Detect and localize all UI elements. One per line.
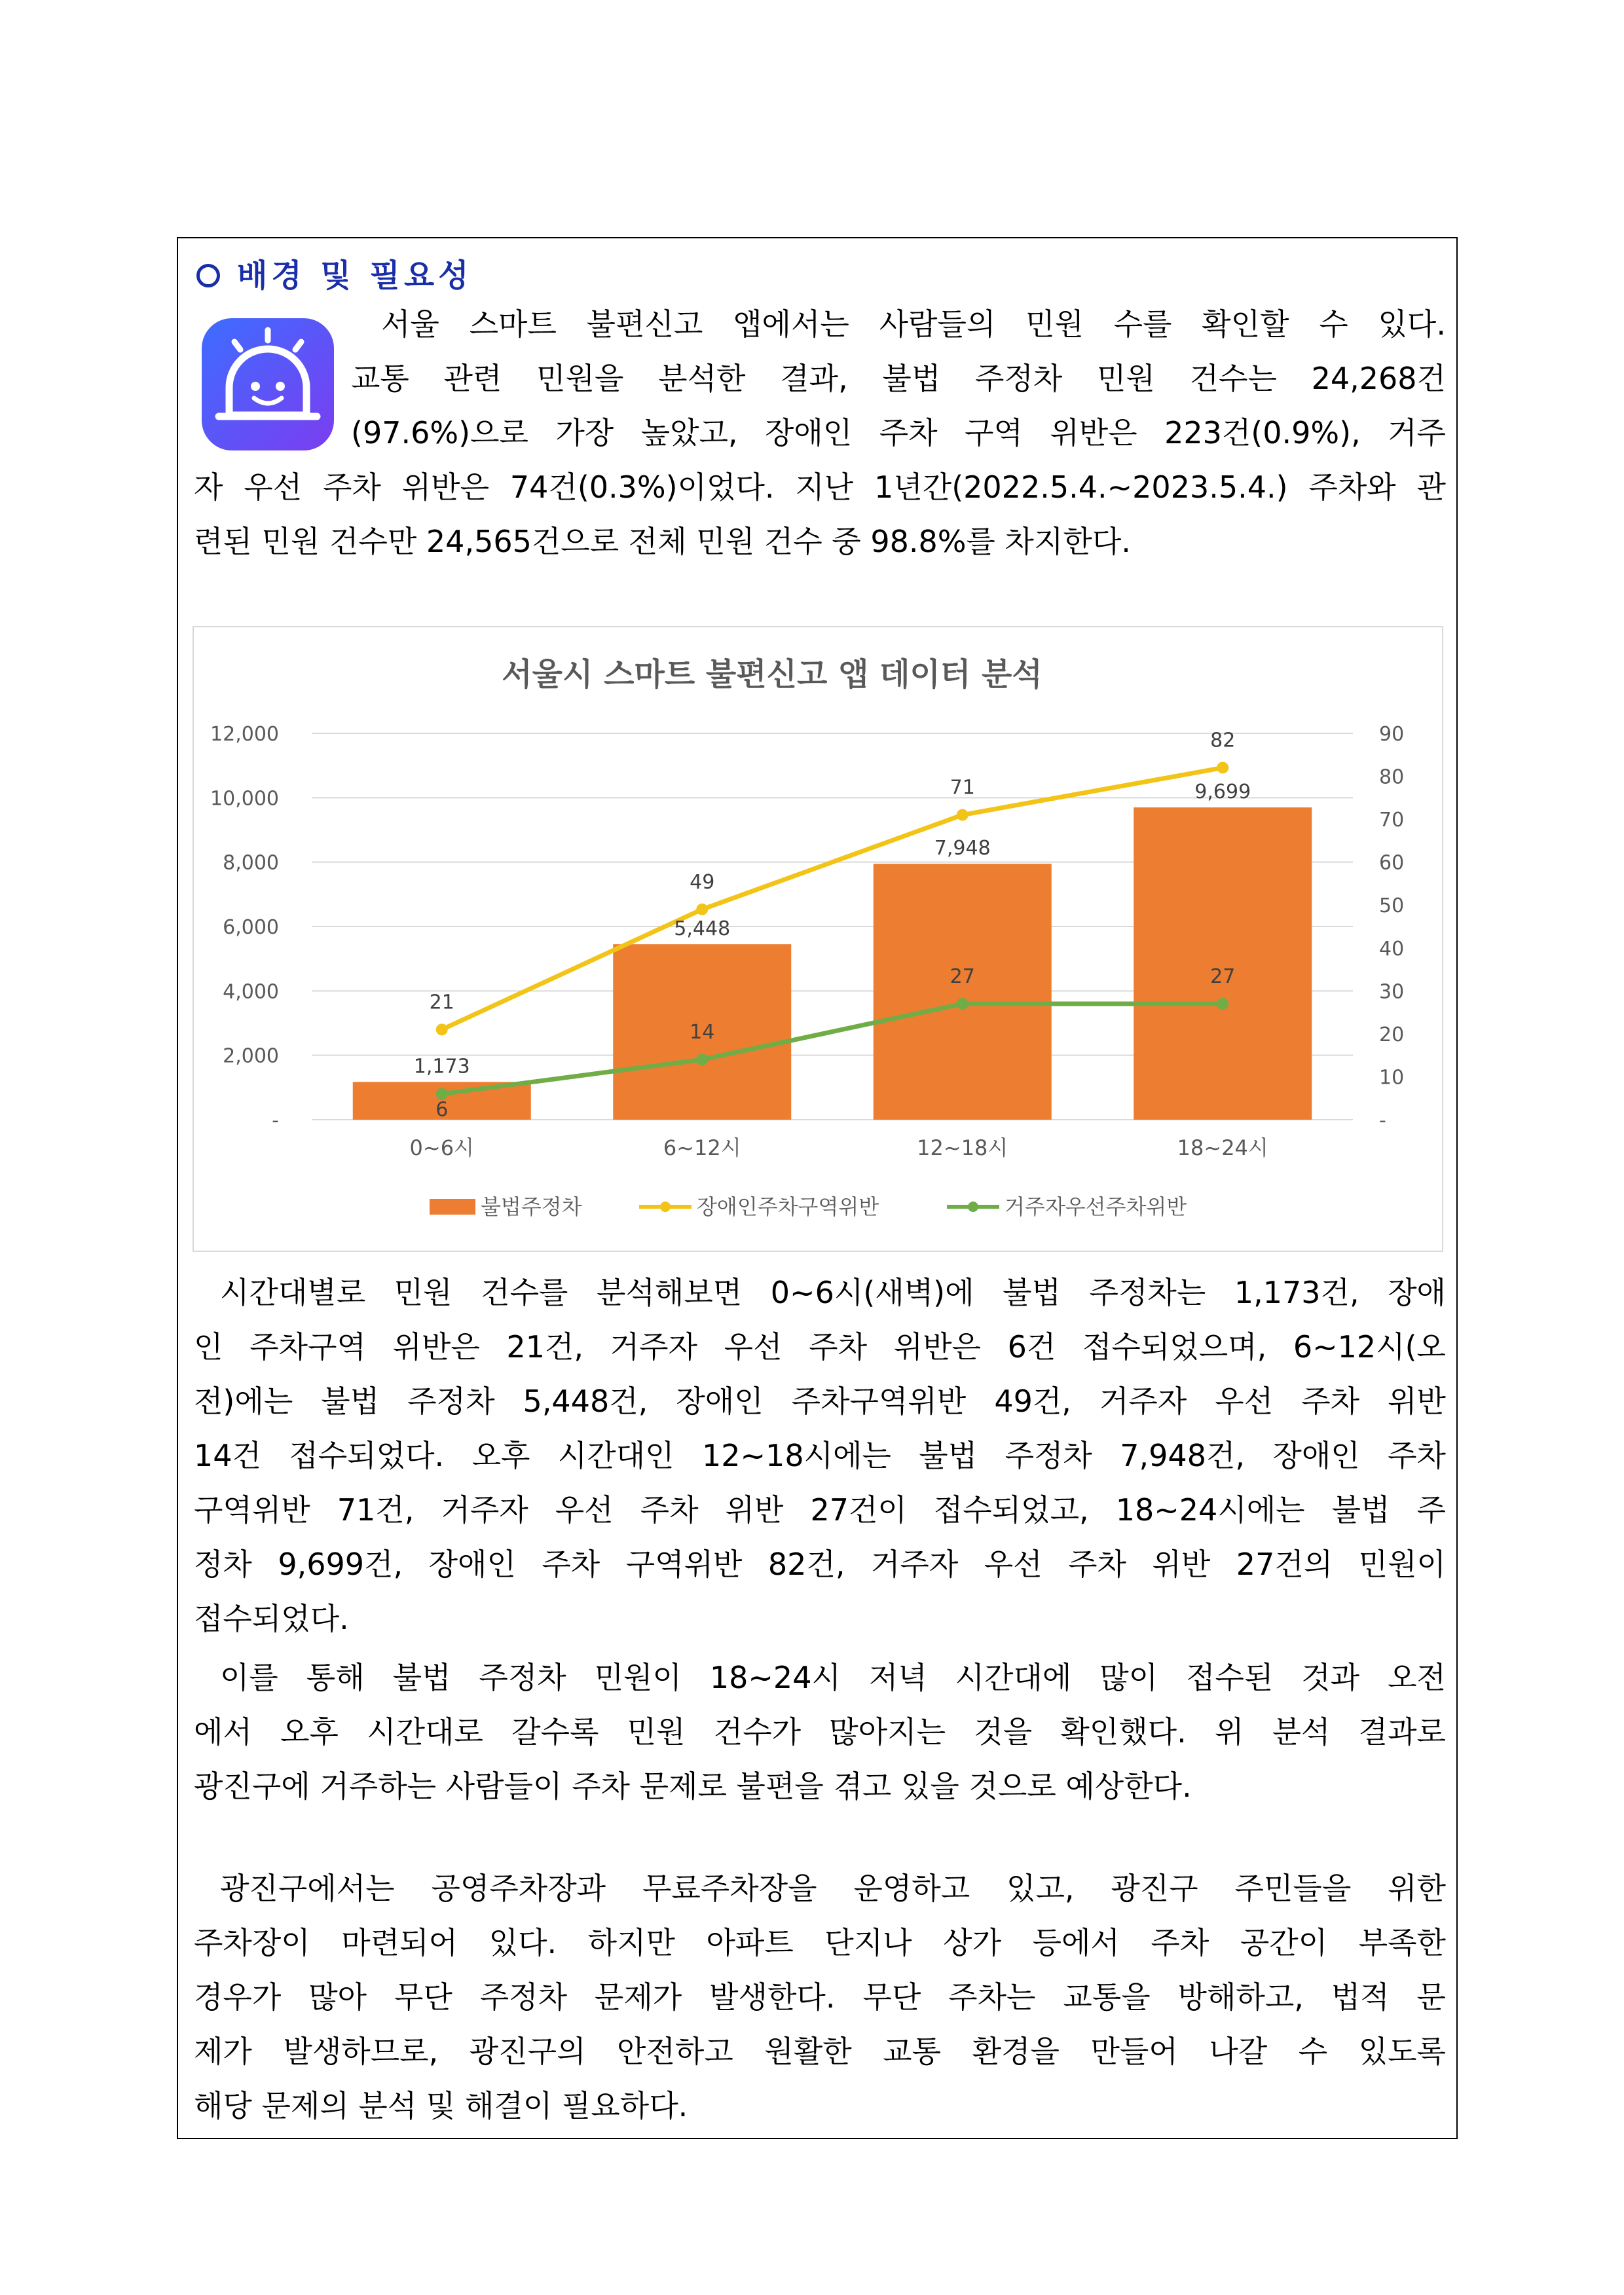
intro-line-2: 교통 관련 민원을 분석한 결과, 불법 주정차 민원 건수는 24,268건 bbox=[351, 361, 1446, 396]
line-point bbox=[696, 904, 708, 915]
y-right-tick-label: 30 bbox=[1379, 980, 1405, 1004]
line-point bbox=[1217, 762, 1228, 773]
intro-line-4: 자 우선 주차 위반은 74건(0.3%)이었다. 지난 1년간(2022.5.4.~2023.5.4.) 주차와 관 bbox=[194, 469, 1446, 505]
analysis-line-3: 전)에는 불법 주정차 5,448건, 장애인 주차구역위반 49건, 거주자 우선 주차 위반 bbox=[194, 1384, 1446, 1419]
analysis-line-1: 시간대별로 민원 건수를 분석해보면 0~6시(새벽)에 불법 주정차는 1,173건, 장애 bbox=[220, 1275, 1446, 1310]
bar-value-label: 9,699 bbox=[1194, 780, 1251, 804]
y-left-tick-label: - bbox=[272, 1109, 279, 1132]
y-left-tick-label: 10,000 bbox=[210, 787, 279, 811]
y-left-tick-label: 12,000 bbox=[210, 723, 279, 746]
bar-value-label: 7,948 bbox=[934, 837, 991, 860]
legend-label: 거주자우선주차위반 bbox=[1005, 1194, 1187, 1219]
analysis-line-6: 정차 9,699건, 장애인 주차 구역위반 82건, 거주자 우선 주차 위반 27건의 민원이 bbox=[194, 1547, 1446, 1582]
chart-container bbox=[193, 626, 1443, 1252]
section-heading: 배경 및 필요성 bbox=[196, 250, 473, 295]
analysis-line-4: 14건 접수되었다. 오후 시간대인 12~18시에는 불법 주정차 7,948건, 장애인 주차 bbox=[194, 1438, 1446, 1473]
y-right-tick-label: - bbox=[1379, 1109, 1386, 1132]
intro-line-3: (97.6%)으로 가장 높았고, 장애인 주차 구역 위반은 223건(0.9%), 거주 bbox=[351, 415, 1446, 450]
line-value-label: 21 bbox=[429, 991, 454, 1014]
y-right-tick-label: 20 bbox=[1379, 1023, 1405, 1046]
bar bbox=[1134, 807, 1312, 1120]
line-point bbox=[696, 1054, 708, 1065]
y-left-tick-label: 6,000 bbox=[223, 916, 279, 939]
x-tick-label: 6~12시 bbox=[663, 1135, 741, 1160]
legend-label: 불법주정차 bbox=[481, 1194, 582, 1219]
gwangjin-line-3: 경우가 많아 무단 주정차 문제가 발생한다. 무단 주차는 교통을 방해하고, 법적 문 bbox=[194, 1979, 1446, 2015]
line-point bbox=[1217, 998, 1228, 1010]
y-right-tick-label: 80 bbox=[1379, 765, 1405, 789]
bar-value-label: 5,448 bbox=[674, 917, 731, 941]
line-point bbox=[957, 809, 969, 821]
line-value-label: 49 bbox=[690, 870, 715, 894]
legend-label: 장애인주차구역위반 bbox=[697, 1194, 879, 1219]
gwangjin-line-2: 주차장이 마련되어 있다. 하지만 아파트 단지나 상가 등에서 주차 공간이 부족한 bbox=[194, 1925, 1446, 1960]
line-value-label: 14 bbox=[690, 1021, 715, 1044]
gwangjin-line-4: 제가 발생하므로, 광진구의 안전하고 원활한 교통 환경을 만들어 나갈 수 있도록 bbox=[194, 2034, 1446, 2069]
line-value-label: 6 bbox=[435, 1098, 449, 1122]
conclusion-line-2: 에서 오후 시간대로 갈수록 민원 건수가 많아지는 것을 확인했다. 위 분석 결과로 bbox=[194, 1714, 1446, 1750]
analysis-line-2: 인 주차구역 위반은 21건, 거주자 우선 주차 위반은 6건 접수되었으며, 6~12시(오 bbox=[194, 1329, 1446, 1365]
y-left-tick-label: 8,000 bbox=[223, 851, 279, 875]
y-left-tick-label: 4,000 bbox=[223, 980, 279, 1004]
intro-line-1: 서울 스마트 불편신고 앱에서는 사람들의 민원 수를 확인할 수 있다. bbox=[381, 306, 1446, 342]
y-right-tick-label: 40 bbox=[1379, 937, 1405, 961]
line-value-label: 71 bbox=[950, 776, 975, 799]
x-tick-label: 18~24시 bbox=[1177, 1135, 1268, 1160]
x-tick-label: 12~18시 bbox=[917, 1135, 1008, 1160]
conclusion-line-1: 이를 통해 불법 주정차 민원이 18~24시 저녁 시간대에 많이 접수된 것과 오전 bbox=[220, 1660, 1446, 1695]
conclusion-line-3: 광진구에 거주하는 사람들이 주차 문제로 불편을 겪고 있을 것으로 예상한다. bbox=[194, 1769, 1192, 1804]
y-right-tick-label: 60 bbox=[1379, 851, 1405, 875]
combo-chart bbox=[194, 627, 1442, 1251]
circle-bullet-icon bbox=[196, 264, 220, 287]
line-value-label: 27 bbox=[950, 965, 975, 988]
analysis-line-7: 접수되었다. bbox=[194, 1601, 349, 1636]
intro-line-5: 련된 민원 건수만 24,565건으로 전체 민원 건수 중 98.8%를 차지한다. bbox=[194, 524, 1131, 559]
y-right-tick-label: 10 bbox=[1379, 1066, 1405, 1090]
y-right-tick-label: 50 bbox=[1379, 894, 1405, 918]
bar-value-label: 1,173 bbox=[413, 1055, 470, 1078]
line-point bbox=[436, 1023, 448, 1035]
line-value-label: 82 bbox=[1210, 729, 1236, 752]
y-right-tick-label: 70 bbox=[1379, 809, 1405, 832]
y-left-tick-label: 2,000 bbox=[223, 1044, 279, 1068]
analysis-line-5: 구역위반 71건, 거주자 우선 주차 위반 27건이 접수되었고, 18~24시에는 불법 주 bbox=[194, 1492, 1446, 1528]
legend-swatch-marker bbox=[660, 1202, 671, 1212]
legend-swatch bbox=[430, 1199, 475, 1215]
gwangjin-line-1: 광진구에서는 공영주차장과 무료주차장을 운영하고 있고, 광진구 주민들을 위한 bbox=[220, 1871, 1446, 1906]
chart-title: 서울시 스마트 불편신고 앱 데이터 분석 bbox=[502, 656, 1043, 693]
x-tick-label: 0~6시 bbox=[409, 1135, 474, 1160]
line-value-label: 27 bbox=[1210, 965, 1236, 988]
gwangjin-line-5: 해당 문제의 분석 및 해결이 필요하다. bbox=[194, 2088, 688, 2123]
smart-report-app-icon bbox=[200, 317, 335, 452]
legend-swatch-marker bbox=[968, 1202, 978, 1212]
series-line bbox=[442, 1004, 1223, 1094]
line-point bbox=[957, 998, 969, 1010]
y-right-tick-label: 90 bbox=[1379, 723, 1405, 746]
bar bbox=[874, 864, 1052, 1120]
